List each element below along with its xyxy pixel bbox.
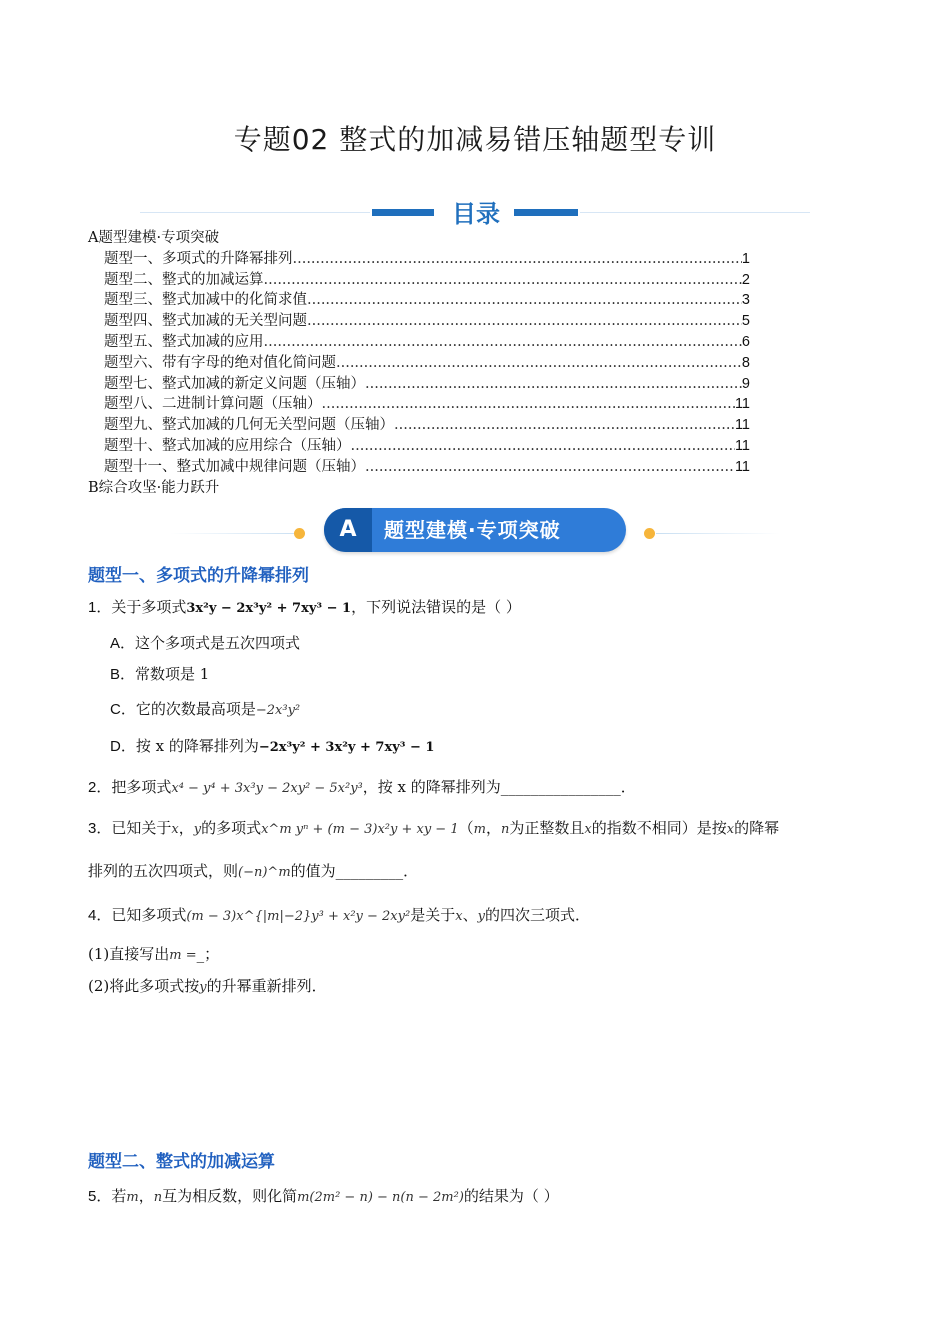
banner-text: 题型建模·专项突破 (384, 518, 561, 542)
toc-item[interactable] (88, 270, 750, 291)
math-expression: x^m yⁿ + (m − 3)x²y + xy − 1 (261, 822, 459, 837)
math-var: x (584, 822, 592, 837)
math-expression: −2x³y² (255, 703, 301, 718)
math-var: x (171, 822, 179, 837)
question-text: ， (138, 1187, 154, 1205)
banner-badge: A (324, 508, 372, 552)
toc-leader-dots (322, 394, 735, 415)
toc-item-page: 11 (734, 437, 750, 454)
question-text: 的升幂重新排列． (206, 977, 327, 995)
toc-item-page: 3 (741, 292, 750, 309)
question-text: 把多项式 (111, 778, 172, 796)
option-text: 按 x 的降幂排列为 (135, 737, 259, 755)
math-var: n (153, 1190, 163, 1205)
toc-item-page: 5 (741, 313, 750, 330)
toc-leader-dots (293, 249, 742, 270)
question-4-part-2 (88, 975, 327, 996)
option-c[interactable] (110, 698, 300, 719)
question-number: 2． (88, 779, 112, 796)
toc-item-label: 题型七、整式加减的新定义问题（压轴） (104, 375, 365, 392)
question-number: 3． (88, 820, 112, 837)
question-text: 的四次三项式． (484, 906, 590, 924)
banner-pill (324, 508, 626, 552)
toc-item[interactable] (88, 415, 750, 436)
toc-item-page: 9 (741, 375, 750, 392)
toc-item[interactable] (88, 374, 750, 395)
toc-item[interactable] (88, 290, 750, 311)
question-text: 的值为_________． (290, 862, 419, 880)
question-text: 已知多项式 (111, 906, 187, 924)
toc-item-label: 题型九、整式加减的几何无关型问题（压轴） (104, 417, 394, 434)
section-banner (170, 506, 780, 554)
option-d[interactable] (110, 735, 434, 756)
question-text: 、 (462, 906, 478, 924)
option-key: B． (110, 666, 136, 683)
toc-leader-dots (336, 353, 742, 374)
question-number: 4． (88, 907, 112, 924)
toc-item-label: 题型四、整式加减的无关型问题 (104, 313, 307, 330)
toc-item-label: 题型十一、整式加减中规律问题（压轴） (104, 458, 365, 475)
question-text: (1)直接写出 (88, 945, 170, 963)
toc-item-page: 11 (734, 458, 750, 475)
question-text: 排列的五次四项式，则 (88, 862, 239, 880)
toc-header-line-left (140, 212, 370, 213)
math-expression: (−n)^m (238, 865, 291, 880)
question-text: 的指数不相同）是按 (591, 819, 727, 837)
toc-item-page: 1 (741, 250, 750, 267)
toc-item[interactable] (88, 436, 750, 457)
question-text: 已知关于 (111, 819, 172, 837)
math-var: x (455, 909, 463, 924)
question-text: ， (178, 819, 194, 837)
toc-header (0, 196, 950, 232)
toc-item-label: 题型八、二进制计算问题（压轴） (104, 396, 322, 413)
option-text: 常数项是 1 (135, 665, 210, 683)
toc-item[interactable] (88, 353, 750, 374)
toc-item-label: 题型六、带有字母的绝对值化简问题 (104, 354, 336, 371)
option-text: 这个多项式是五次四项式 (135, 634, 301, 652)
option-key: D． (110, 738, 136, 755)
question-1 (88, 596, 521, 617)
math-var: y (193, 822, 202, 837)
question-text: 关于多项式 (111, 598, 187, 616)
question-text: ，按 x 的降幂排列为________________． (362, 778, 636, 796)
question-text: 的多项式 (201, 819, 262, 837)
toc-item[interactable] (88, 311, 750, 332)
banner-line-left (170, 533, 300, 534)
question-5 (88, 1185, 559, 1206)
toc-header-bar-right (514, 209, 578, 216)
toc-leader-dots (394, 415, 735, 436)
toc-item-label: 题型二、整式的加减运算 (104, 271, 264, 288)
question-text: (2)将此多项式按 (88, 977, 200, 995)
toc-item-page: 6 (741, 333, 750, 350)
toc-item[interactable] (88, 457, 750, 478)
question-3 (88, 817, 779, 838)
math-expression: (m − 3)x^{|m|−2}y³ + x²y − 2xy² (186, 909, 411, 924)
math-expression: m = (169, 948, 197, 963)
toc-heading: 目录 (452, 200, 500, 228)
question-text: 是关于 (410, 906, 456, 924)
math-var: m (473, 822, 486, 837)
toc-leader-dots (307, 311, 742, 332)
section-heading-1: 题型一、多项式的升降幂排列 (88, 566, 309, 586)
banner-line-right (656, 533, 780, 534)
question-2 (88, 776, 636, 797)
toc-leader-dots (365, 374, 742, 395)
math-var: m (126, 1190, 139, 1205)
page-title: 专题02 整式的加减易错压轴题型专训 (233, 123, 717, 156)
toc-leader-dots (365, 457, 735, 478)
banner-dot-left (294, 528, 305, 539)
option-key: C． (110, 701, 136, 718)
question-text: 互为相反数，则化简 (162, 1187, 298, 1205)
math-var: n (500, 822, 510, 837)
option-a[interactable] (110, 632, 300, 653)
toc-header-bar-left (372, 209, 434, 216)
toc-item-page: 8 (741, 354, 750, 371)
question-text: 的降幂 (734, 819, 780, 837)
toc-header-line-right (580, 212, 810, 213)
question-text: 为正整数且 (509, 819, 585, 837)
question-text: _； (196, 945, 220, 963)
toc-item-page: 11 (734, 417, 750, 434)
question-4-part-1 (88, 943, 219, 964)
math-var: y (477, 909, 485, 924)
option-text: 它的次数最高项是 (135, 700, 256, 718)
toc-leader-dots (264, 270, 742, 291)
banner-dot-right (644, 528, 655, 539)
toc-leader-dots (351, 436, 735, 457)
option-b[interactable] (110, 663, 209, 684)
toc-item-label: 题型五、整式加减的应用 (104, 333, 264, 350)
question-3-line-2 (88, 860, 418, 881)
question-text: ，下列说法错误的是（ ） (351, 598, 521, 616)
math-expression: 3x²y − 2x³y² + 7xy³ − 1 (186, 601, 352, 616)
toc-section-a[interactable]: A题型建模·专项突破 (88, 230, 220, 246)
question-number: 1． (88, 599, 112, 616)
question-text: 的结果为（ ） (463, 1187, 559, 1205)
toc-section-b[interactable]: B综合攻坚·能力跃升 (88, 479, 220, 496)
question-text: 若 (111, 1187, 127, 1205)
toc-leader-dots (264, 332, 742, 353)
question-text: （ (458, 819, 474, 837)
question-number: 5． (88, 1188, 112, 1205)
math-expression: m(2m² − n) − n(n − 2m²) (297, 1190, 464, 1205)
toc-item-label: 题型十、整式加减的应用综合（压轴） (104, 437, 351, 454)
math-var: y (199, 980, 207, 995)
toc-item-page: 11 (734, 396, 750, 413)
toc-item-page: 2 (741, 271, 750, 288)
toc-item-label: 题型三、整式加减中的化简求值 (104, 292, 307, 309)
toc-item[interactable] (88, 249, 750, 270)
toc-leader-dots (307, 290, 742, 311)
table-of-contents (88, 228, 750, 498)
question-text: ， (485, 819, 501, 837)
question-4 (88, 904, 590, 925)
option-key: A． (110, 635, 136, 652)
toc-item[interactable] (88, 332, 750, 353)
math-expression: x⁴ − y⁴ + 3x³y − 2xy² − 5x²y³ (171, 781, 363, 796)
section-heading-2: 题型二、整式的加减运算 (88, 1152, 275, 1172)
toc-item[interactable] (88, 394, 750, 415)
toc-item-label: 题型一、多项式的升降幂排列 (104, 250, 293, 267)
math-var: x (726, 822, 735, 837)
math-expression: −2x³y² + 3x²y + 7xy³ − 1 (258, 740, 435, 755)
